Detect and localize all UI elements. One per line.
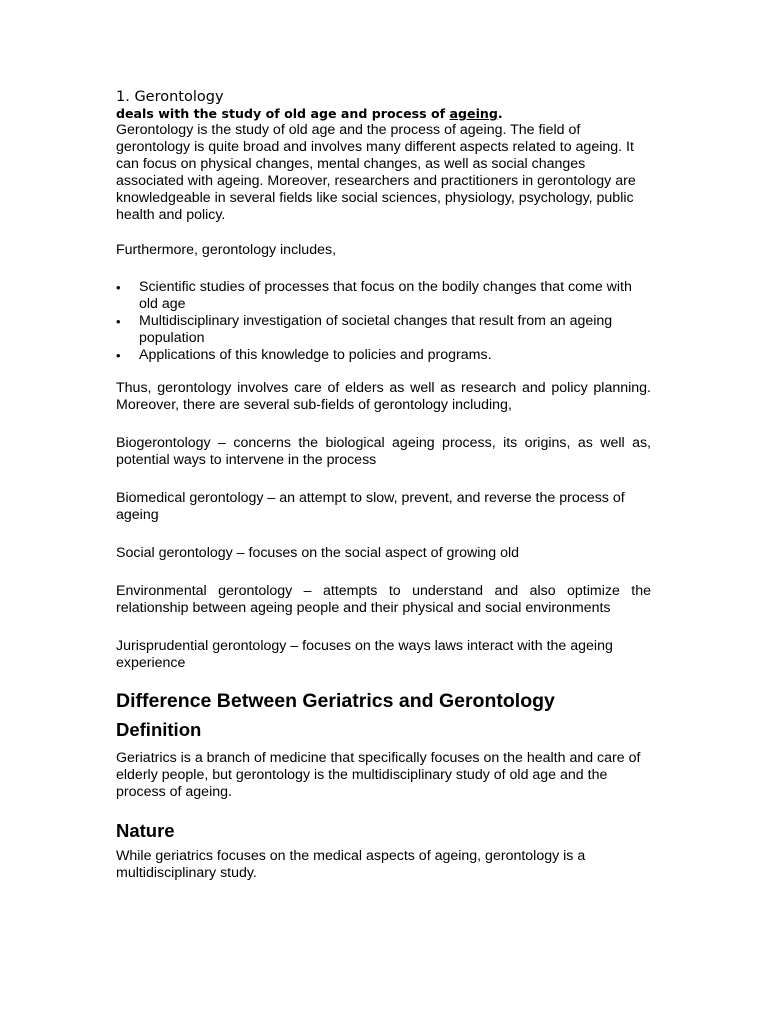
lead-underlined-word: ageing: [449, 106, 498, 121]
subfield-environmental: Environmental gerontology – attempts to understand and also optimize the relationship between ageing people and their physical and social environments: [116, 583, 651, 616]
definition-heading: Definition: [116, 719, 202, 740]
intro-paragraph: Gerontology is the study of old age and the process of ageing. The field of gerontology is quite broad and involves many different aspects related to ageing. It can focus on physical changes, mental changes, as well as social changes associated with ageing. Moreover, researchers and practitioners in gerontology are knowledgeable in several fields like social sciences, physiology, psychology, public health and policy.: [116, 122, 636, 223]
subfield-biogerontology: Biogerontology – concerns the biological ageing process, its origins, as well as, potential ways to intervene in the process: [116, 435, 651, 468]
nature-heading: Nature: [116, 820, 175, 841]
lead-end: .: [497, 106, 503, 121]
includes-list: [116, 279, 651, 364]
lead-text: deals with the study of old age and process of: [116, 106, 450, 121]
furthermore-paragraph: Furthermore, gerontology includes,: [116, 242, 337, 258]
list-item-text: Multidisciplinary investigation of societal changes that result from an ageing population: [139, 313, 613, 346]
list-item-text: Applications of this knowledge to policies and programs.: [139, 347, 492, 363]
list-item: [116, 279, 651, 313]
document-page: [116, 88, 651, 882]
list-item-text: Scientific studies of processes that focus on the bodily changes that come with old age: [139, 279, 632, 312]
subfield-jurisprudential: Jurisprudential gerontology – focuses on the ways laws interact with the ageing experience: [116, 638, 613, 671]
list-item: [116, 347, 651, 364]
nature-paragraph: While geriatrics focuses on the medical aspects of ageing, gerontology is a multidisciplinary study.: [116, 848, 586, 881]
lead-sentence: [116, 106, 651, 122]
thus-paragraph: Thus, gerontology involves care of elders as well as research and policy planning. Moreover, there are several sub-fields of gerontology including,: [116, 380, 651, 413]
bullet-icon: •: [116, 280, 121, 295]
difference-heading: Difference Between Geriatrics and Gerontology: [116, 690, 555, 712]
subfield-biomedical: Biomedical gerontology – an attempt to slow, prevent, and reverse the process of ageing: [116, 490, 625, 523]
subfield-social: Social gerontology – focuses on the social aspect of growing old: [116, 545, 520, 561]
section-heading: 1. Gerontology: [116, 89, 224, 105]
bullet-icon: •: [116, 348, 121, 363]
definition-paragraph: Geriatrics is a branch of medicine that specifically focuses on the health and care of elderly people, but gerontology is the multidisciplinary study of old age and the process of ageing.: [116, 750, 641, 800]
list-item: [116, 313, 651, 347]
bullet-icon: •: [116, 314, 121, 329]
